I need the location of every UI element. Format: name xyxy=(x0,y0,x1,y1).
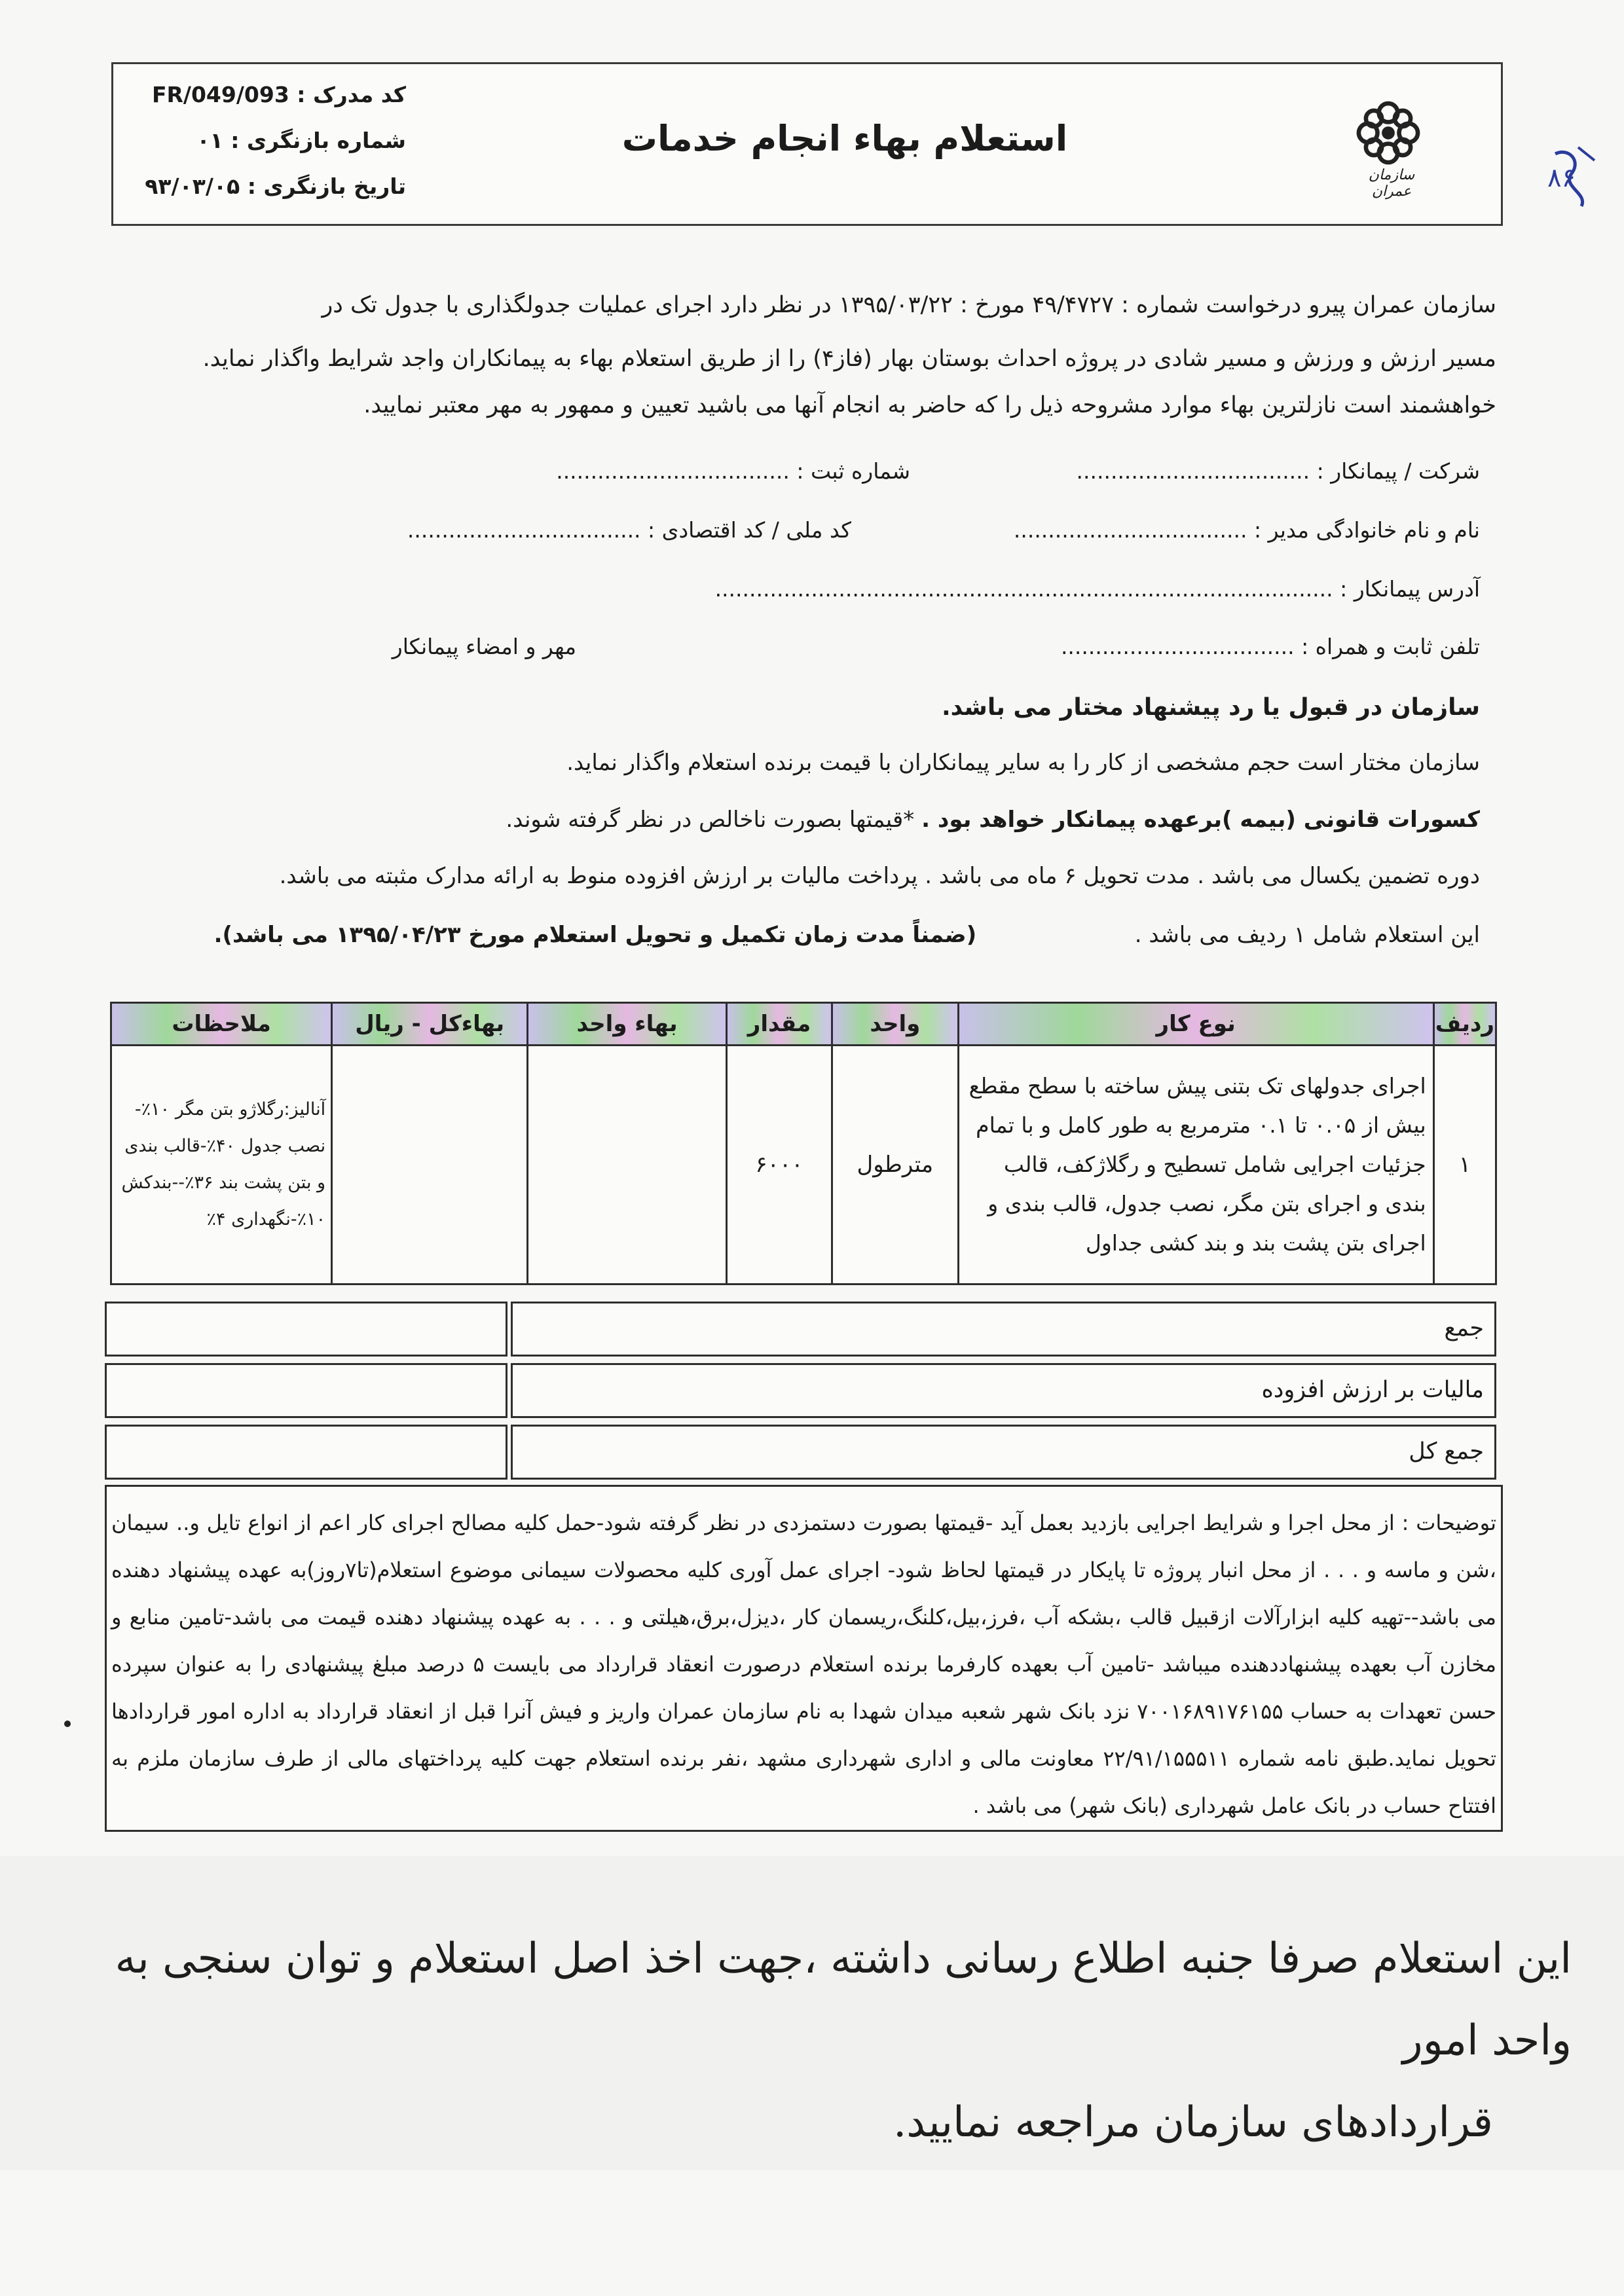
doc-code-line xyxy=(131,72,406,118)
terms-line-3 xyxy=(458,807,1480,833)
col-qty-header: مقدار xyxy=(726,1003,832,1046)
notice-line-2: قراردادهای سازمان مراجعه نمایید. xyxy=(893,2098,1493,2147)
registration-number-field[interactable]: شماره ثبت : .................................. xyxy=(556,458,910,484)
address-field[interactable]: آدرس پیمانکار : .......................................................................................... xyxy=(714,576,1480,602)
company-field[interactable]: شرکت / پیمانکار : .................................. xyxy=(1076,458,1480,484)
col-row-header: ردیف xyxy=(1433,1003,1496,1046)
terms-line-2: سازمان مختار است حجم مشخصی از کار را به سایر پیمانکاران با قیمت برنده استعلام واگذار نماید. xyxy=(566,750,1480,776)
unit-cell: مترطول xyxy=(832,1046,958,1285)
explanations-text: توضیحات : از محل اجرا و شرایط اجرایی بازدید بعمل آید -قیمتها بصورت دستمزدی در نظر گرفته شود-حمل کلیه مصالح اجرای کار اعم از انواع تایل و.. سیمان ،شن و ماسه و . . . از محل انبار پروژه تا پایکار در قیمتها لحاظ شود- اجرای عمل آوری کلیه محصولات سیمانی موضوع استعلام(تا۷روز)به عهده پیشنهاد دهنده می باشد--تهیه کلیه ابزارآلات ازقبیل قالب ،بشکه آب ،فرز،بیل،کلنگ،ریسمان کار ،دیزل،برق،هیلتی و . . . به عهده پیشنهاد دهنده قیمت می باشد-تامین منابع و مخازن آب بعهده پیشنهاددهنده میباشد -تامین آب بعهده کارفرما برنده استعلام درصورت انعقاد قرارداد می بایست ۵ درصد مبلغ پیشنهادی را به عنوان سپرده حسن تعهدات به حساب ۷۰۰۱۶۸۹۱۷۶۱۵۵ نزد بانک شهر شعبه میدان شهدا به نام سازمان عمران واریز و فیش آنرا قبل از انعقاد قرارداد به اداره امور قراردادها تحویل نماید.طبق نامه شماره ۲۲/۹۱/۱۵۵۵۱۱ معاونت مالی و اداری شهرداری مشهد ،نفر برنده استعلام جهت کلیه پرداختهای مالی از طرف سازمان ملزم به افتتاح حساب در بانک عامل شهرداری (بانک شهر) می باشد . xyxy=(111,1510,1497,1818)
doc-code-value: FR/049/093 xyxy=(151,82,289,107)
revision-label: شماره بازنگری : xyxy=(231,128,406,153)
notice-text xyxy=(65,1918,1572,2164)
intro-line-2: مسیر ارزش و ورزش و مسیر شادی در پروژه احداث بوستان بهار (فاز۴) را از طریق استعلام بهاء به پیمانکاران واجد شرایط واگذار نماید. xyxy=(202,346,1496,372)
table-header-row xyxy=(111,1003,1496,1046)
items-table xyxy=(110,1002,1497,1285)
doc-code-label: کد مدرک : xyxy=(297,82,406,107)
col-work-header: نوع کار xyxy=(958,1003,1433,1046)
total-price-cell[interactable] xyxy=(332,1046,528,1285)
col-notes-header: ملاحظات xyxy=(111,1003,332,1046)
doc-meta xyxy=(131,72,406,210)
revision-date-value: ۹۳/۰۳/۰۵ xyxy=(145,173,240,199)
notes-cell: آنالیز:رگلاژو بتن مگر ۱۰٪-نصب جدول ۴۰٪-قالب بندی و بتن پشت بند ۳۶٪--بندکش ۱۰٪-نگهداری ۴٪ xyxy=(111,1046,332,1285)
intro-line-3: خواهشمند است نازلترین بهاء موارد مشروحه ذیل را که حاضر به انجام آنها می باشید تعیین و ممهور به مهر معتبر نمایید. xyxy=(363,392,1496,418)
sum-label: جمع xyxy=(511,1302,1496,1357)
col-unit-price-header: بهاء واحد xyxy=(528,1003,727,1046)
intro-paragraph xyxy=(98,278,1496,425)
terms-line-5-rows: این استعلام شامل ۱ ردیف می باشد . xyxy=(1134,922,1480,948)
terms-line-3-insurance: کسورات قانونی (بیمه )برعهده پیمانکار خواهد بود . xyxy=(921,807,1480,833)
row-number: ۱ xyxy=(1433,1046,1496,1285)
terms-line-4: دوره تضمین یکسال می باشد . مدت تحویل ۶ ماه می باشد . پرداخت مالیات بر ارزش افزوده منوط به ارائه مدارک مثبته می باشد. xyxy=(279,863,1480,889)
national-code-field[interactable]: کد ملی / کد اقتصادی : .................................. xyxy=(407,517,851,543)
grand-total-value-cell[interactable] xyxy=(105,1425,507,1480)
revision-date-label: تاریخ بازنگری : xyxy=(247,173,406,199)
col-unit-header: واحد xyxy=(832,1003,958,1046)
grand-total-label: جمع کل xyxy=(511,1425,1496,1480)
seal-signature-label: مهر و امضاء پیمانکار xyxy=(392,634,576,659)
vat-value-cell[interactable] xyxy=(105,1363,507,1418)
page-title: استعلام بهاء انجام خدمات xyxy=(621,118,1068,159)
revision-value: ۰۱ xyxy=(196,128,223,153)
logo-caption: سازمان عمران xyxy=(1368,167,1415,200)
notice-line-1: این استعلام صرفا جنبه اطلاع رسانی داشته ،جهت اخذ اصل استعلام و توان سنجی به واحد امور xyxy=(115,1935,1572,2065)
municipality-logo-icon xyxy=(1352,97,1424,169)
handwritten-note xyxy=(1542,141,1601,213)
margin-dot xyxy=(64,1721,71,1727)
terms-line-5 xyxy=(131,922,1480,948)
manager-name-field[interactable]: نام و نام خانوادگی مدیر : .................................. xyxy=(1013,517,1480,543)
work-description: اجرای جدولهای تک بتنی پیش ساخته با سطح مقطع بیش از ۰.۰۵ تا ۰.۱ مترمربع به طور کامل و با تمام جزئیات اجرایی شامل تسطیح و رگلاژکف، قالب بندی و اجرای بتن مگر، نصب جدول، قالب بندی و اجرای بتن پشت بند و بند کشی جداول xyxy=(958,1046,1433,1285)
table-row xyxy=(111,1046,1496,1285)
intro-line-1: سازمان عمران پیرو درخواست شماره : ۴۹/۴۷۲۷ مورخ : ۱۳۹۵/۰۳/۲۲ در نظر دارد اجرای عملیات جدولگذاری با جدول تک در xyxy=(322,292,1496,318)
terms-line-1: سازمان در قبول یا رد پیشنهاد مختار می باشد. xyxy=(941,694,1480,721)
col-total-header: بهاءکل - ریال xyxy=(332,1003,528,1046)
vat-label: مالیات بر ارزش افزوده xyxy=(511,1363,1496,1418)
sum-value-cell[interactable] xyxy=(105,1302,507,1357)
terms-line-5-deadline: (ضمناً مدت زمان تکمیل و تحویل استعلام مورخ ۱۳۹۵/۰۴/۲۳ می باشد). xyxy=(213,922,977,948)
unit-price-cell[interactable] xyxy=(528,1046,727,1285)
quantity-cell: ۶۰۰۰ xyxy=(726,1046,832,1285)
revision-date-line xyxy=(131,164,406,210)
margin-note: ۸۶ xyxy=(1547,163,1576,193)
phone-field[interactable]: تلفن ثابت و همراه : .................................. xyxy=(1060,634,1480,659)
terms-line-3-gross: *قیمتها بصورت ناخالص در نظر گرفته شوند. xyxy=(506,807,915,833)
revision-line xyxy=(131,118,406,164)
